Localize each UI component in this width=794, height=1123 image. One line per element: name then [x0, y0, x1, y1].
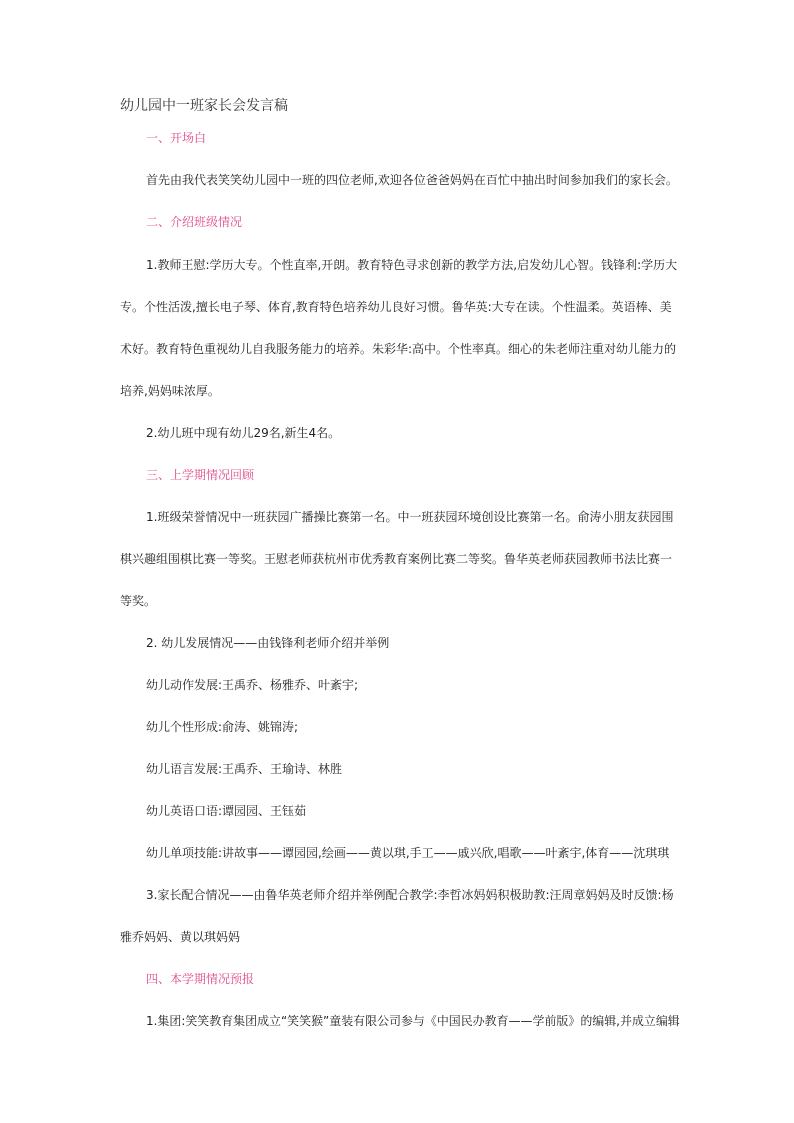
list-item-personality: 幼儿个性形成:俞涛、姚锦涛;	[146, 720, 299, 734]
section-heading-class-intro: 二、介绍班级情况	[146, 215, 243, 229]
list-item-language: 幼儿语言发展:王禹乔、王瑜诗、林胜	[146, 762, 343, 776]
paragraph-teachers-line-3: 术好。教育特色重视幼儿自我服务能力的培养。朱彩华:高中。个性率真。细心的朱老师注重对幼儿能力的	[120, 342, 677, 356]
paragraph-teachers-line-2: 专。个性活泼,擅长电子琴、体育,教育特色培养幼儿良好习惯。鲁华英:大专在读。个性温柔。英语棒、美	[120, 300, 672, 314]
paragraph-parents-line-2: 雅乔妈妈、黄以琪妈妈	[120, 930, 241, 944]
list-item-english: 幼儿英语口语:谭园园、王钰茹	[146, 804, 307, 818]
paragraph-teachers-line-4: 培养,妈妈味浓厚。	[120, 384, 220, 398]
paragraph-teachers-line-1: 1.教师王慰:学历大专。个性直率,开朗。教育特色寻求创新的教学方法,启发幼儿心智。钱锋利:学历大	[146, 258, 678, 272]
paragraph-group-line-1: 1.集团:笑笑教育集团成立“笑笑猴”童装有限公司参与《中国民办教育——学前版》的编辑,并成立编辑	[146, 1014, 680, 1028]
section-heading-last-term-review: 三、上学期情况回顾	[146, 468, 255, 482]
paragraph-parents-line-1: 3.家长配合情况——由鲁华英老师介绍并举例配合教学:李哲冰妈妈积极助教:汪周章妈妈及时反馈:杨	[146, 888, 674, 902]
paragraph-honors-line-2: 棋兴趣组围棋比赛一等奖。王慰老师获杭州市优秀教育案例比赛二等奖。鲁华英老师获园教师书法比赛一	[120, 552, 673, 566]
paragraph-children-count: 2.幼儿班中现有幼儿29名,新生4名。	[146, 426, 341, 440]
list-item-motor-development: 幼儿动作发展:王禹乔、杨雅乔、叶紊宇;	[146, 678, 359, 692]
section-heading-this-term-preview: 四、本学期情况预报	[146, 972, 255, 986]
paragraph-honors-line-3: 等奖。	[120, 594, 157, 608]
paragraph-development-intro: 2. 幼儿发展情况——由钱锋利老师介绍并举例	[146, 636, 390, 650]
paragraph-honors-line-1: 1.班级荣誉情况中一班获园广播操比赛第一名。中一班获园环境创设比赛第一名。俞涛小朋友获园围	[146, 510, 674, 524]
section-heading-opening: 一、开场白	[146, 131, 207, 145]
paragraph-opening: 首先由我代表笑笑幼儿园中一班的四位老师,欢迎各位爸爸妈妈在百忙中抽出时间参加我们的家长会。	[146, 173, 678, 187]
document-title: 幼儿园中一班家长会发言稿	[120, 98, 288, 114]
list-item-skills: 幼儿单项技能:讲故事——谭园园,绘画——黄以琪,手工——戚兴欣,唱歌——叶紊宇,体育——沈琪琪	[146, 846, 670, 860]
